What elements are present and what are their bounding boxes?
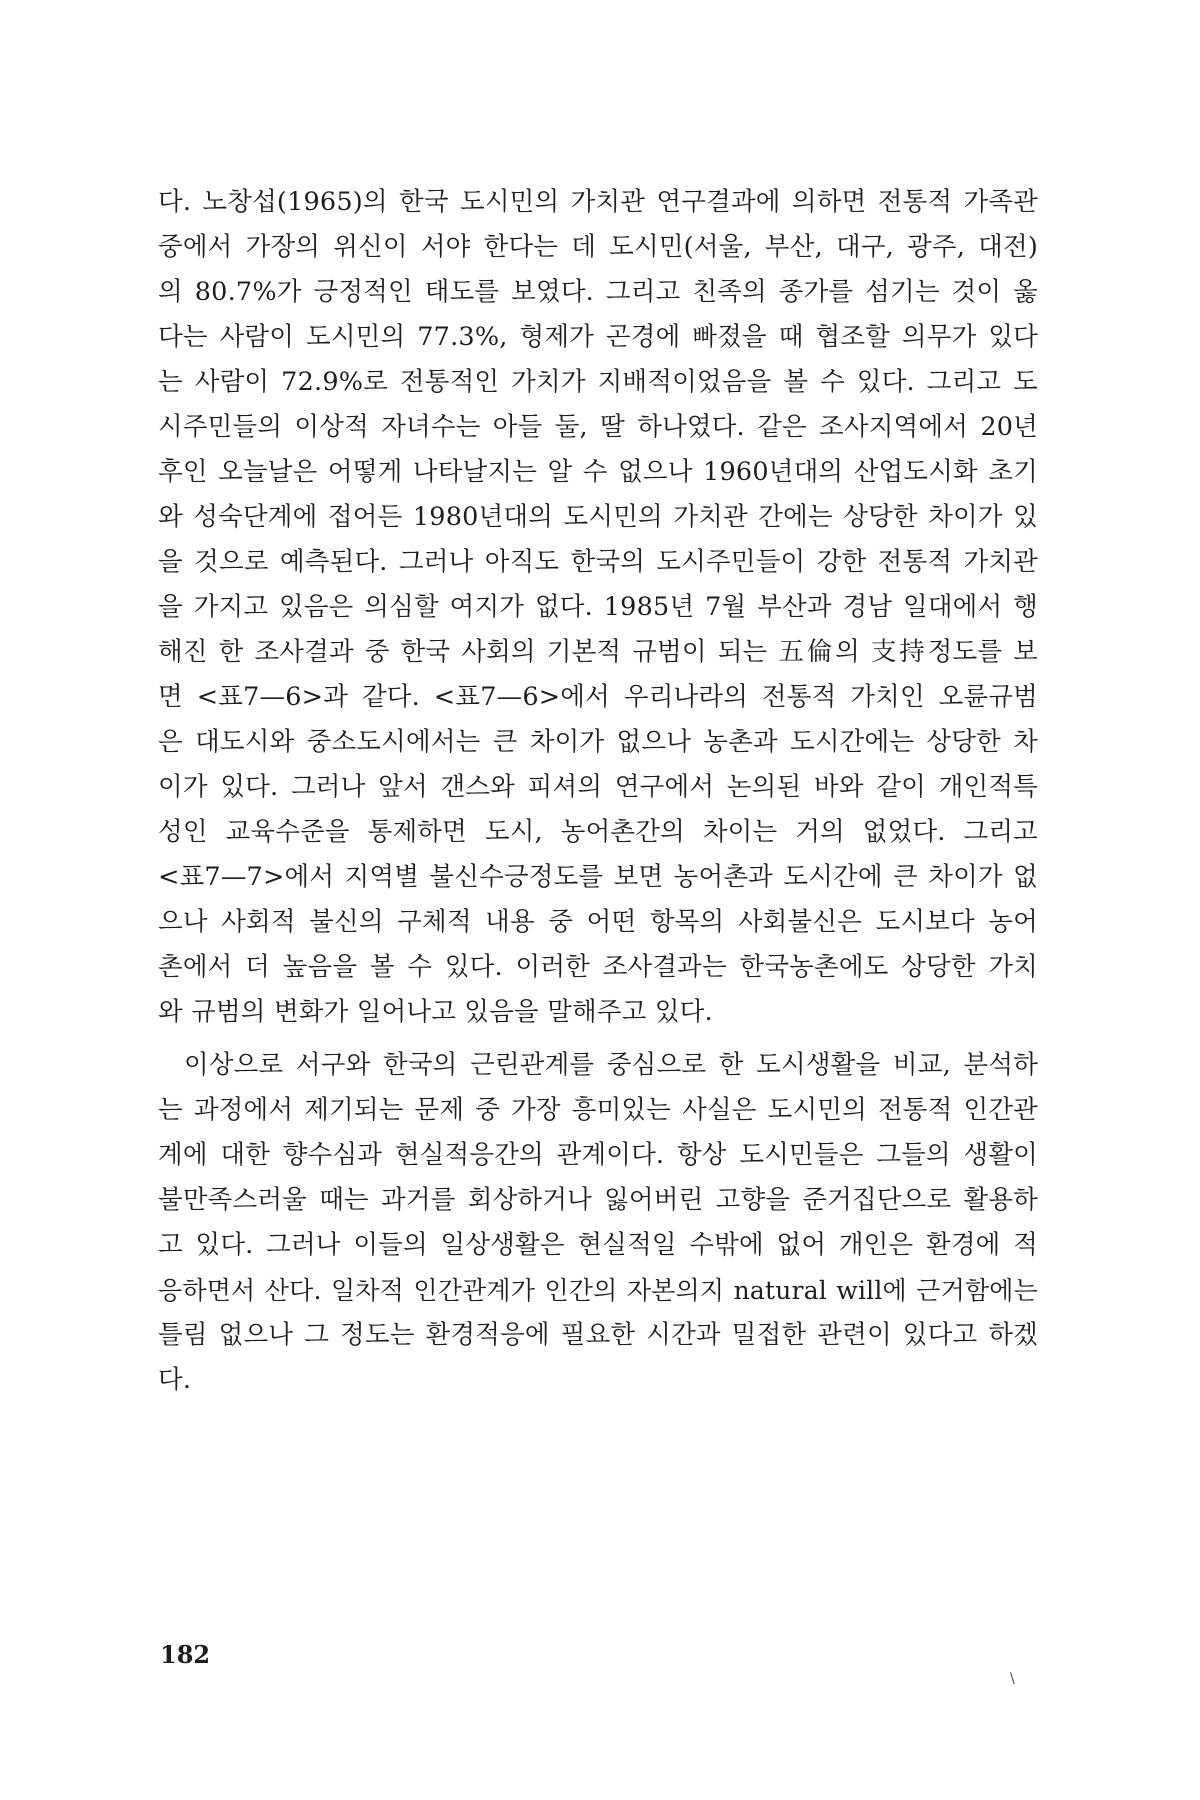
text-line: 틀림 없으나 그 정도는 환경적응에 필요한 시간과 밀접한 관련이 있다고 하겠 <box>158 1320 1038 1350</box>
text-line: 와 규범의 변화가 일어나고 있음을 말해주고 있다. <box>158 997 713 1027</box>
body-text <box>158 180 1038 1403</box>
text-line: 해진 한 조사결과 중 한국 사회의 기본적 규범이 되는 五倫의 支持정도를 보 <box>158 637 1038 667</box>
text-line: 면 <표7—6>과 같다. <표7—6>에서 우리나라의 전통적 가치인 오륜규범 <box>158 682 1038 712</box>
text-line: 계에 대한 향수심과 현실적응간의 관계이다. 항상 도시민들은 그들의 생활이 <box>158 1140 1038 1170</box>
paragraph <box>158 1043 1038 1403</box>
text-line: 다는 사람이 도시민의 77.3%, 형제가 곤경에 빠졌을 때 협조할 의무가 있다 <box>158 322 1038 352</box>
text-line: 으나 사회적 불신의 구체적 내용 중 어떤 항목의 사회불신은 도시보다 농어 <box>158 907 1038 937</box>
stray-mark: \ <box>1010 1671 1015 1687</box>
text-line: 중에서 가장의 위신이 서야 한다는 데 도시민(서울, 부산, 대구, 광주, 대전) <box>158 232 1038 262</box>
text-line: 다. 노창섭(1965)의 한국 도시민의 가치관 연구결과에 의하면 전통적 가족관 <box>158 187 1038 217</box>
text-line: 의 80.7%가 긍정적인 태도를 보였다. 그리고 친족의 종가를 섬기는 것이 옳 <box>158 277 1038 307</box>
text-line: 는 사람이 72.9%로 전통적인 가치가 지배적이었음을 볼 수 있다. 그리고 도 <box>158 367 1038 397</box>
text-line: 불만족스러울 때는 과거를 회상하거나 잃어버린 고향을 준거집단으로 활용하 <box>158 1185 1038 1215</box>
text-line: 후인 오늘날은 어떻게 나타날지는 알 수 없으나 1960년대의 산업도시화 초기 <box>158 457 1038 487</box>
text-line: 고 있다. 그러나 이들의 일상생활은 현실적일 수밖에 없어 개인은 환경에 적 <box>158 1230 1038 1260</box>
text-line: 이상으로 서구와 한국의 근린관계를 중심으로 한 도시생활을 비교, 분석하 <box>184 1050 1038 1080</box>
text-line: <표7—7>에서 지역별 불신수긍정도를 보면 농어촌과 도시간에 큰 차이가 없 <box>158 862 1038 892</box>
text-line: 을 가지고 있음은 의심할 여지가 없다. 1985년 7월 부산과 경남 일대에서 행 <box>158 592 1038 622</box>
text-line: 시주민들의 이상적 자녀수는 아들 둘, 딸 하나였다. 같은 조사지역에서 20년 <box>158 412 1038 442</box>
text-line: 성인 교육수준을 통제하면 도시, 농어촌간의 차이는 거의 없었다. 그리고 <box>158 817 1038 847</box>
text-line: 는 과정에서 제기되는 문제 중 가장 흥미있는 사실은 도시민의 전통적 인간관 <box>158 1095 1038 1125</box>
paragraph-gap <box>158 1035 1038 1043</box>
text-line: 을 것으로 예측된다. 그러나 아직도 한국의 도시주민들이 강한 전통적 가치관 <box>158 547 1038 577</box>
text-line: 와 성숙단계에 접어든 1980년대의 도시민의 가치관 간에는 상당한 차이가 있 <box>158 502 1038 532</box>
text-line: 촌에서 더 높음을 볼 수 있다. 이러한 조사결과는 한국농촌에도 상당한 가치 <box>158 952 1038 982</box>
text-line: 다. <box>158 1365 192 1395</box>
paragraph <box>158 180 1038 1035</box>
page-number: 182 <box>160 1640 211 1669</box>
text-line: 이가 있다. 그러나 앞서 갠스와 피셔의 연구에서 논의된 바와 같이 개인적특 <box>158 772 1038 802</box>
text-line: 응하면서 산다. 일차적 인간관계가 인간의 자본의지 natural will에 근거함에는 <box>158 1276 1038 1305</box>
text-line: 은 대도시와 중소도시에서는 큰 차이가 없으나 농촌과 도시간에는 상당한 차 <box>158 727 1038 757</box>
